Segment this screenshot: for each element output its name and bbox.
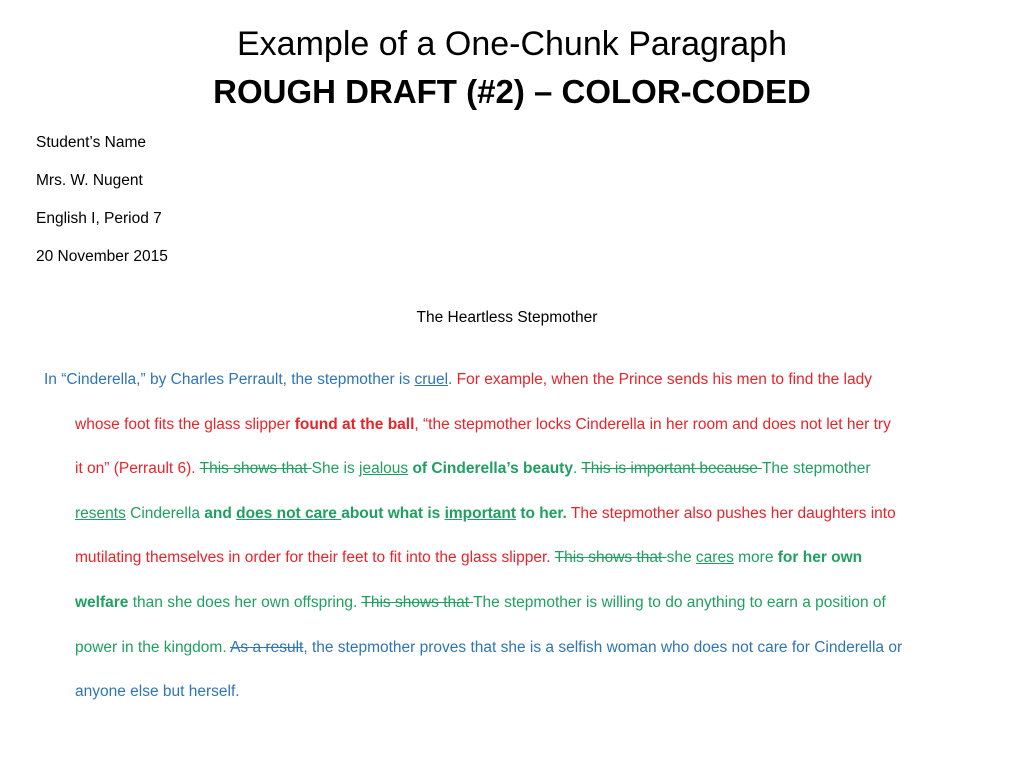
essay-title: The Heartless Stepmother xyxy=(416,309,598,326)
evidence-bold-text: found at the ball xyxy=(294,415,415,433)
commentary-text: more xyxy=(733,549,778,567)
topic-sentence-text: In “Cinderella,” by Charles Perrault, the stepmother is xyxy=(44,371,415,388)
evidence-text: whose foot fits the glass slipper xyxy=(75,415,295,433)
evidence-text: The stepmother also pushes her daughters into xyxy=(566,504,896,522)
commentary-text: than she does her own offspring. xyxy=(128,593,362,611)
commentary-bold-text: welfare xyxy=(75,593,129,611)
commentary-text: Cinderella xyxy=(125,504,205,522)
commentary-keyword: resents xyxy=(75,504,126,522)
paragraph-line xyxy=(44,680,1004,725)
struck-text: This shows that xyxy=(361,593,474,611)
struck-text: This is important because xyxy=(581,460,762,478)
evidence-text: For example, when the Prince sends his men to find the lady xyxy=(452,371,872,388)
evidence-quote: , “the stepmother locks Cinderella in her room and does not let her try xyxy=(414,415,891,433)
paragraph-line xyxy=(44,502,1004,547)
commentary-keyword: cares xyxy=(695,549,734,567)
student-name: Student’s Name xyxy=(36,134,146,151)
color-coded-paragraph xyxy=(44,368,1004,725)
commentary-bold-text: about what is xyxy=(341,504,445,522)
punctuation: . xyxy=(448,371,453,388)
commentary-text: She is xyxy=(311,460,360,478)
commentary-keyword: jealous xyxy=(359,460,409,478)
slide-subtitle: ROUGH DRAFT (#2) – COLOR-CODED xyxy=(213,73,811,110)
punctuation: . xyxy=(572,460,582,478)
commentary-bold-text: of Cinderella’s beauty xyxy=(412,460,573,478)
commentary-text: power in the kingdom. xyxy=(75,638,231,656)
paragraph-line xyxy=(44,457,1004,502)
topic-keyword: cruel xyxy=(414,371,449,388)
paragraph-line xyxy=(44,636,1004,681)
commentary-text: The stepmother xyxy=(761,460,871,478)
class-period: English I, Period 7 xyxy=(36,210,162,227)
struck-text: As a result xyxy=(230,638,304,656)
paragraph-line xyxy=(44,413,1004,458)
evidence-citation: it on” (Perrault 6). xyxy=(75,460,196,478)
struck-text: This shows that xyxy=(554,549,667,567)
paragraph-line xyxy=(44,368,1004,413)
concluding-sentence-text: anyone else but herself. xyxy=(75,683,240,701)
commentary-text: she xyxy=(666,549,696,567)
date: 20 November 2015 xyxy=(36,248,168,265)
struck-text: This shows that xyxy=(199,460,312,478)
slide-title: Example of a One-Chunk Paragraph xyxy=(237,25,787,63)
commentary-bold-text: for her own xyxy=(777,549,863,567)
evidence-text: mutilating themselves in order for their feet to fit into the glass slipper. xyxy=(75,549,551,567)
concluding-sentence-text: , the stepmother proves that she is a selfish woman who does not care for Cinderella or xyxy=(303,638,903,656)
commentary-bold-text: and xyxy=(204,504,237,522)
commentary-bold-keyword: does not care xyxy=(236,504,342,522)
paragraph-line xyxy=(44,591,1004,636)
commentary-text: The stepmother is willing to do anything to earn a position of xyxy=(473,593,886,611)
commentary-bold-keyword: important xyxy=(444,504,517,522)
commentary-bold-text: to her. xyxy=(516,504,567,522)
paragraph-line xyxy=(44,546,1004,591)
teacher-name: Mrs. W. Nugent xyxy=(36,172,143,189)
